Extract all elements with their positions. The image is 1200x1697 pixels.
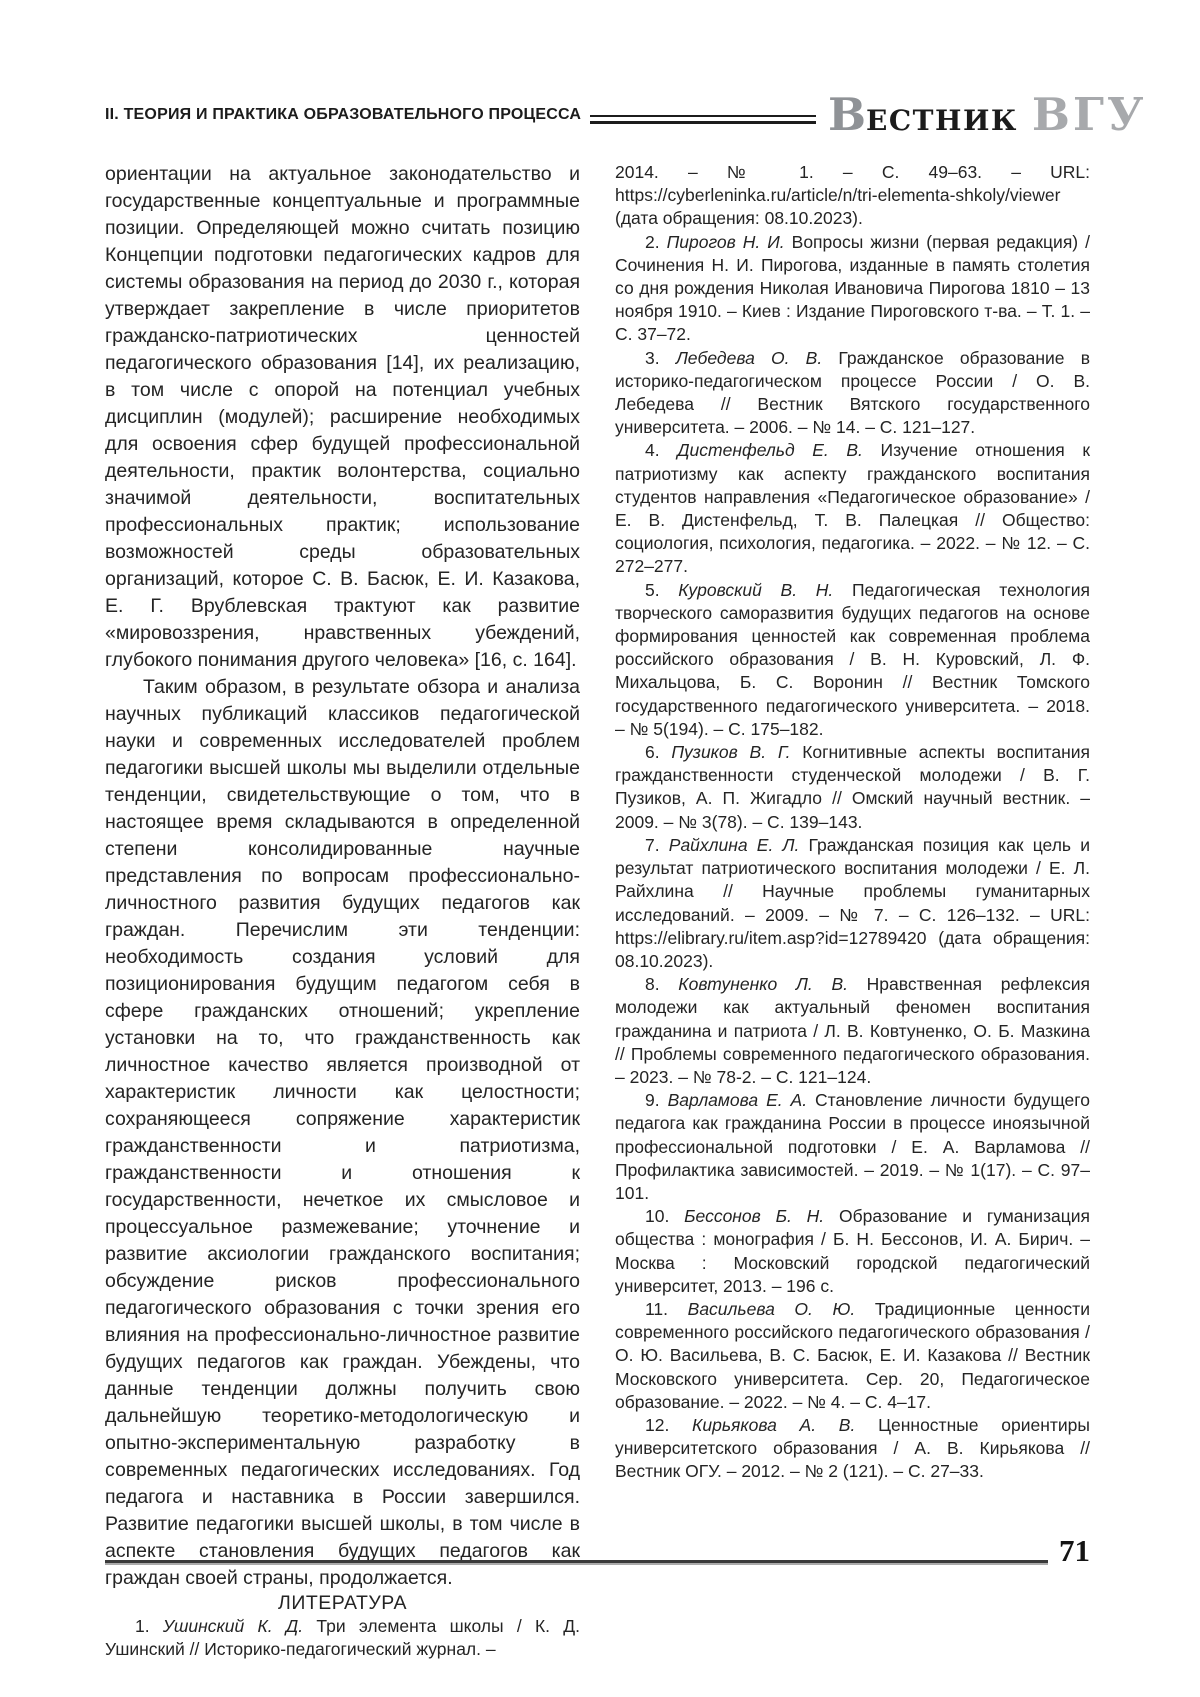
reference-item-10 (615, 1205, 1090, 1298)
reference-number: 2. (645, 231, 660, 252)
reference-text: Нравственная рефлексия молодежи как актуальный феномен воспитания гражданина и патриота / Л. В. Ковтуненко, О. Б. Мазкина // Проблемы современного педагогического образования. – 2023. – № 78-2. – С. 121–124. (615, 974, 1090, 1087)
reference-item-8 (615, 973, 1090, 1089)
footer-double-rule (105, 1560, 1048, 1565)
reference-author: Дистенфельд Е. В. (677, 440, 863, 461)
journal-logo-initial: В (828, 88, 867, 141)
two-column-content (105, 161, 1090, 1661)
reference-author: Куровский В. Н. (678, 579, 834, 600)
reference-author: Ковтуненко Л. В. (678, 974, 848, 995)
body-paragraph: ориентации на актуальное законодательство и государственные концептуальные и программные позиции. Определяющей можно считать позицию Концепции подготовки педагогических кадров для системы образования на период до 2030 г., которая утверждает закрепление в числе приоритетов гражданско-патриотических ценностей педагогического образования [14], их реализацию, в том числе с опорой на потенциал учебных дисциплин (модулей); расширение необходимых для освоения сфер будущей профессиональной деятельности, практик волонтерства, социально значимой деятельности, воспитательных профессиональных практик; использование возможностей среды образовательных организаций, которое С. В. Басюк, Е. И. Казакова, Е. Г. Врублевская трактуют как развитие «мировоззрения, нравственных убеждений, глубокого понимания другого человека» [16, с. 164]. (105, 163, 580, 671)
reference-number: 1. (135, 1616, 150, 1636)
literature-heading: ЛИТЕРАТУРА (278, 1592, 407, 1614)
reference-item-6 (615, 741, 1090, 834)
reference-number: 11. (645, 1298, 669, 1319)
reference-item-4 (615, 439, 1090, 578)
reference-item-2 (615, 231, 1090, 347)
journal-logo (828, 88, 1147, 141)
reference-author: Васильева О. Ю. (687, 1298, 856, 1319)
reference-number: 9. (645, 1090, 660, 1111)
reference-author: Лебедева О. В. (675, 347, 823, 368)
reference-item-5 (615, 579, 1090, 741)
left-column (105, 161, 580, 1661)
reference-number: 5. (645, 579, 660, 600)
journal-logo-abbreviation: ВГУ (1031, 88, 1147, 141)
reference-text: Образование и гуманизация общества : монография / Б. Н. Бессонов, И. А. Бирич. – Москва : Московский городской педагогический университет, 2013. – 196 с. (615, 1206, 1090, 1296)
reference-number: 12. (645, 1414, 670, 1435)
reference-number: 7. (645, 834, 660, 855)
header-double-rule (590, 115, 816, 124)
reference-item-3 (615, 347, 1090, 440)
body-paragraph: Таким образом, в результате обзора и анализа научных публикаций классиков педагогической науки и современных исследователей проблем педагогики высшей школы мы выделили отдельные тенденции, свидетельствующие о том, что в настоящее время складываются в определенной степени консолидированные научные представления по вопросам профессионально-личностного развития будущих педагогов как граждан. Перечислим эти тенденции: необходимость создания условий для позиционирования будущим педагогом себя в сфере гражданских отношений; укрепление установки на то, что гражданственность как личностное качество является производной от характеристик личности как целостности; сохраняющееся сопряжение характеристик гражданственности и патриотизма, гражданственности и отношения к государственности, нечеткое их смысловое и процессуальное размежевание; уточнение и развитие аксиологии гражданского воспитания; обсуждение рисков профессионального педагогического образования с точки зрения его влияния на профессионально-личностное развитие будущих педагогов как граждан. Убеждены, что данные тенденции должны получить свою дальнейшую теоретико-методологическую и опытно-экспериментальную разработку в современных педагогических исследованиях. Год педагога и наставника в России завершился. Развитие педагогики высшей школы, в том числе в аспекте становления будущих педагогов как граждан своей страны, продолжается. (105, 676, 580, 1589)
reference-number: 10. (645, 1206, 670, 1227)
reference-number: 3. (645, 347, 660, 368)
right-column (615, 161, 1090, 1661)
reference-text: Вопросы жизни (первая редакция) / Сочинения Н. И. Пирогова, изданные в память столетия со дня рождения Николая Ивановича Пирогова 1810 – 13 ноября 1910. – Киев : Издание Пироговского т-ва. – Т. 1. – С. 37–72. (615, 231, 1090, 345)
reference-number: 6. (645, 742, 660, 763)
reference-author: Кирьякова А. В. (692, 1414, 856, 1435)
reference-text: Ценностные ориентиры университетского образования / А. В. Кирьякова // Вестник ОГУ. – 2012. – № 2 (121). – С. 27–33. (615, 1414, 1090, 1482)
reference-author: Ушинский К. Д. (162, 1616, 304, 1636)
reference-item-9 (615, 1089, 1090, 1205)
reference-author: Пирогов Н. И. (666, 231, 785, 252)
journal-logo-name: ЕСТНИК (866, 104, 1018, 137)
reference-item-11 (615, 1298, 1090, 1414)
reference-author: Варламова Е. А. (667, 1090, 808, 1111)
reference-text: Изучение отношения к патриотизму как аспекту гражданского воспитания студентов направления «Педагогическое образование» / Е. В. Дистенфельд, Т. В. Палецкая // Общество: социология, психология, педагогика. – 2022. – № 12. – С. 272–277. (615, 440, 1090, 577)
reference-text: Гражданская позиция как цель и результат патриотического воспитания молодежи / Е. Л. Райхлина // Научные проблемы гуманитарных исследований. – 2009. – № 7. – С. 126–132. – URL: https://elibrary.ru/item.asp?id=12789420 (дата обращения: 08.10.2023). (615, 834, 1090, 971)
reference-author: Пузиков В. Г. (671, 742, 791, 763)
reference-author: Бессонов Б. Н. (684, 1206, 825, 1227)
reference-number: 4. (645, 440, 660, 461)
reference-text: Педагогическая технология творческого саморазвития будущих педагогов на основе формирования ценностей как современная проблема российского образования / В. Н. Куровский, Л. Ф. Михальцова, Б. С. Воронин // Вестник Томского государственного педагогического университета. – 2018. – № 5(194). – С. 175–182. (615, 579, 1090, 739)
page-number: 71 (1059, 1533, 1090, 1568)
reference-text: Когнитивные аспекты воспитания гражданственности студенческой молодежи / В. Г. Пузиков, А. П. Жигадло // Омский научный вестник. – 2009. – № 3(78). – С. 139–143. (615, 742, 1090, 832)
reference-text: Становление личности будущего педагога как гражданина России в процессе иноязычной профессиональной подготовки / Е. А. Варламова // Профилактика зависимостей. – 2019. – № 1(17). – С. 97–101. (615, 1090, 1090, 1203)
reference-number: 8. (645, 974, 660, 995)
reference-text: 2014. – № 1. – С. 49–63. – URL: https://cyberleninka.ru/article/n/tri-elementa-shkoly/viewer (дата обращения: 08.10.2023). (615, 162, 1090, 229)
reference-text: Три элемента школы / К. Д. Ушинский // Историко-педагогический журнал. – (105, 1616, 580, 1660)
reference-author: Райхлина Е. Л. (668, 834, 800, 855)
reference-item-1-continuation (615, 161, 1090, 231)
reference-text: Традиционные ценности современного российского педагогического образования / О. Ю. Васильева, В. С. Басюк, Е. И. Казакова // Вестник Московского университета. Сер. 20, Педагогическое образование. – 2022. – № 4. – С. 4–17. (615, 1298, 1090, 1412)
reference-item-1 (105, 1615, 580, 1661)
reference-item-12 (615, 1414, 1090, 1484)
reference-item-7 (615, 834, 1090, 973)
running-head-section-title: II. ТЕОРИЯ И ПРАКТИКА ОБРАЗОВАТЕЛЬНОГО ПРОЦЕССА (105, 106, 582, 123)
reference-text: Гражданское образование в историко-педагогическом процессе России / О. В. Лебедева // Вестник Вятского государственного университета. – 2006. – № 14. – С. 121–127. (615, 347, 1091, 438)
